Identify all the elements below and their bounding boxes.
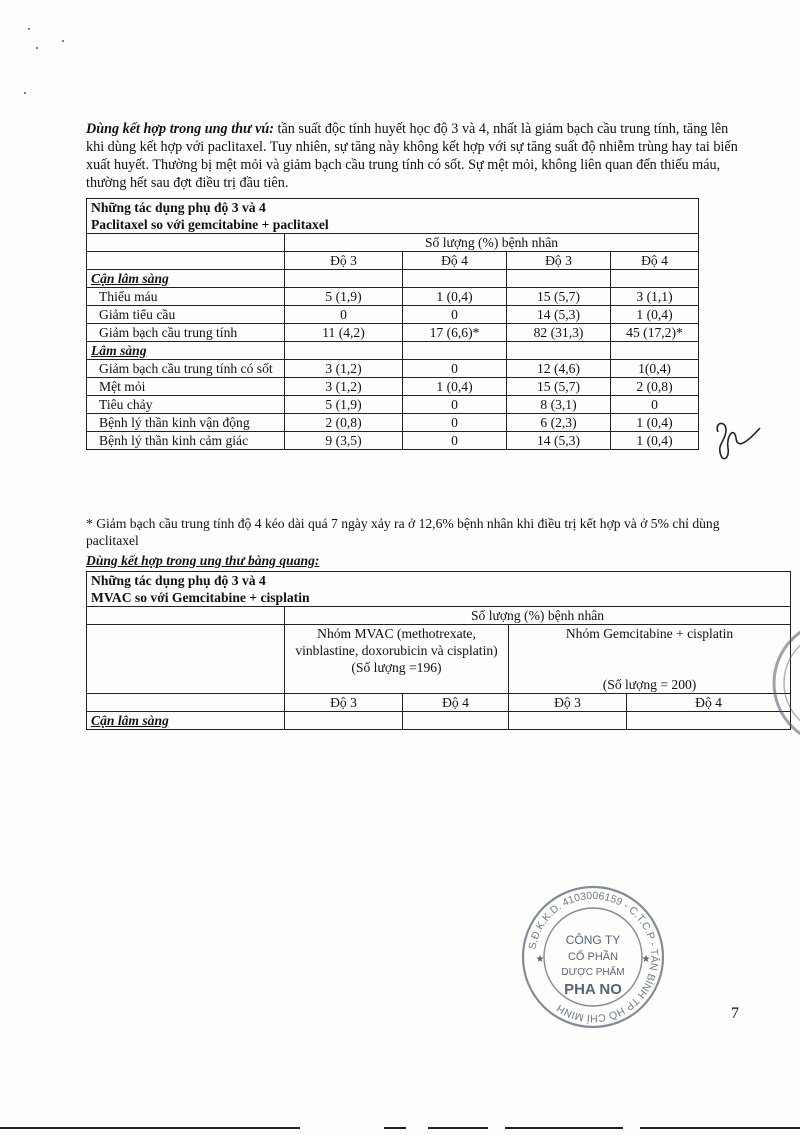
cell-value: 0 (403, 360, 507, 378)
cell-value: 0 (403, 396, 507, 414)
cell-value: 5 (1,9) (285, 396, 403, 414)
footnote: * Giảm bạch cầu trung tính độ 4 kéo dài quá 7 ngày xảy ra ở 12,6% bệnh nhân khi điều trị kết hợp và ở 5% chỉ dùng paclitaxel (86, 516, 720, 548)
gemcitabine-group-count: (Số lượng = 200) (602, 677, 697, 692)
row-label: Bệnh lý thần kinh cảm giác (87, 432, 285, 450)
cell-value: 12 (4,6) (507, 360, 611, 378)
grade-header: Độ 4 (627, 694, 791, 712)
cell-value: 1 (0,4) (611, 306, 699, 324)
gemcitabine-group-label: Nhóm Gemcitabine + cisplatin (565, 626, 734, 641)
table1-title-line2: Paclitaxel so với gemcitabine + paclitaxel (91, 217, 329, 232)
cell-value: 15 (5,7) (507, 378, 611, 396)
cell-value: 3 (1,2) (285, 360, 403, 378)
row-label: Giảm tiểu cầu (87, 306, 285, 324)
gemcitabine-group-header (509, 625, 791, 694)
table-row (87, 288, 699, 306)
stamp-line3: DƯỢC PHẨM (561, 967, 625, 978)
row-label: Tiêu chảy (87, 396, 285, 414)
cell-value: 14 (5,3) (507, 306, 611, 324)
table-row (87, 378, 699, 396)
cell-value: 5 (1,9) (285, 288, 403, 306)
table-row (87, 432, 699, 450)
mvac-group-header (285, 625, 509, 694)
section-label: Lâm sàng (87, 342, 285, 360)
cell-value: 45 (17,2)* (611, 324, 699, 342)
breast-cancer-adverse-effects-table (86, 198, 699, 450)
cell-value: 8 (3,1) (507, 396, 611, 414)
cell-value: 0 (403, 306, 507, 324)
row-label: Giảm bạch cầu trung tính có sốt (87, 360, 285, 378)
partial-stamp-edge (766, 615, 800, 750)
table1-group-header: Số lượng (%) bệnh nhân (285, 234, 699, 252)
mvac-group-label: Nhóm MVAC (methotrexate, vinblastine, doxorubicin và cisplatin) (295, 626, 498, 658)
table1-title (87, 199, 699, 234)
row-label: Thiếu máu (87, 288, 285, 306)
cell-value: 3 (1,2) (285, 378, 403, 396)
table2-title (87, 572, 791, 607)
intro-lead: Dùng kết hợp trong ung thư vú: (86, 121, 274, 137)
cell-value: 2 (0,8) (611, 378, 699, 396)
row-label: Mệt mỏi (87, 378, 285, 396)
table-row (87, 306, 699, 324)
cell-value: 15 (5,7) (507, 288, 611, 306)
table2-group-header: Số lượng (%) bệnh nhân (285, 607, 791, 625)
handwritten-initials (712, 418, 762, 470)
page-number: 7 (731, 1005, 739, 1022)
table-row (87, 396, 699, 414)
bladder-cancer-adverse-effects-table (86, 571, 791, 730)
company-stamp (518, 882, 668, 1032)
row-label: Giảm bạch cầu trung tính (87, 324, 285, 342)
cell-value: 3 (1,1) (611, 288, 699, 306)
stamp-ring-text: S.Đ.K.K.D. 4103006159 - C.T.C.P - TÂN BÌNH TP HỒ CHÍ MINH (526, 889, 661, 1025)
table-row (87, 360, 699, 378)
cell-value: 82 (31,3) (507, 324, 611, 342)
grade-header: Độ 3 (507, 252, 611, 270)
bladder-cancer-subheading: Dùng kết hợp trong ung thư bàng quang: (86, 553, 320, 568)
stamp-star-icon: ★ (535, 954, 545, 965)
grade-header: Độ 3 (509, 694, 627, 712)
table2-title-line2: MVAC so với Gemcitabine + cisplatin (91, 590, 310, 605)
intro-paragraph (86, 120, 746, 192)
grade-header: Độ 3 (285, 252, 403, 270)
grade-header: Độ 4 (611, 252, 699, 270)
section-label: Cận lâm sàng (87, 712, 285, 730)
cell-value: 0 (611, 396, 699, 414)
table1-title-line1: Những tác dụng phụ độ 3 và 4 (91, 200, 266, 215)
grade-header: Độ 4 (403, 252, 507, 270)
cell-value: 0 (285, 306, 403, 324)
table-row (87, 324, 699, 342)
cell-value: 0 (403, 414, 507, 432)
cell-value: 9 (3,5) (285, 432, 403, 450)
row-label: Bệnh lý thần kinh vận động (87, 414, 285, 432)
cell-value: 1 (0,4) (611, 432, 699, 450)
grade-header: Độ 3 (285, 694, 403, 712)
cell-value: 0 (403, 432, 507, 450)
table2-title-line1: Những tác dụng phụ độ 3 và 4 (91, 573, 266, 588)
cell-value: 11 (4,2) (285, 324, 403, 342)
mvac-group-count: (Số lượng =196) (351, 660, 442, 675)
section-label: Cận lâm sàng (87, 270, 285, 288)
cell-value: 17 (6,6)* (403, 324, 507, 342)
stamp-line1: CÔNG TY (565, 933, 621, 947)
table-row (87, 414, 699, 432)
cell-value: 1 (0,4) (403, 288, 507, 306)
stamp-star-icon: ★ (641, 954, 651, 965)
cell-value: 1 (0,4) (403, 378, 507, 396)
stamp-line2: CỔ PHẦN (567, 951, 619, 963)
intro-text: tần suất độc tính huyết học độ 3 và 4, nhất là giảm bạch cầu trung tính, tăng lên khi dùng kết hợp với paclitaxel. Tuy nhiên, sự tăng này không kết hợp với sự tăng suất độ nhiễm trùng hay tai biến xuất huyết. Thường bị mệt mỏi và giảm bạch cầu trung tính có sốt. Sự mệt mỏi, không liên quan đến thiếu máu, thường hết sau đợt điều trị đầu tiên. (86, 121, 738, 191)
stamp-line4: PHA NO (564, 981, 622, 998)
cell-value: 14 (5,3) (507, 432, 611, 450)
cell-value: 1 (0,4) (611, 414, 699, 432)
cell-value: 1(0,4) (611, 360, 699, 378)
cell-value: 6 (2,3) (507, 414, 611, 432)
cell-value: 2 (0,8) (285, 414, 403, 432)
grade-header: Độ 4 (403, 694, 509, 712)
